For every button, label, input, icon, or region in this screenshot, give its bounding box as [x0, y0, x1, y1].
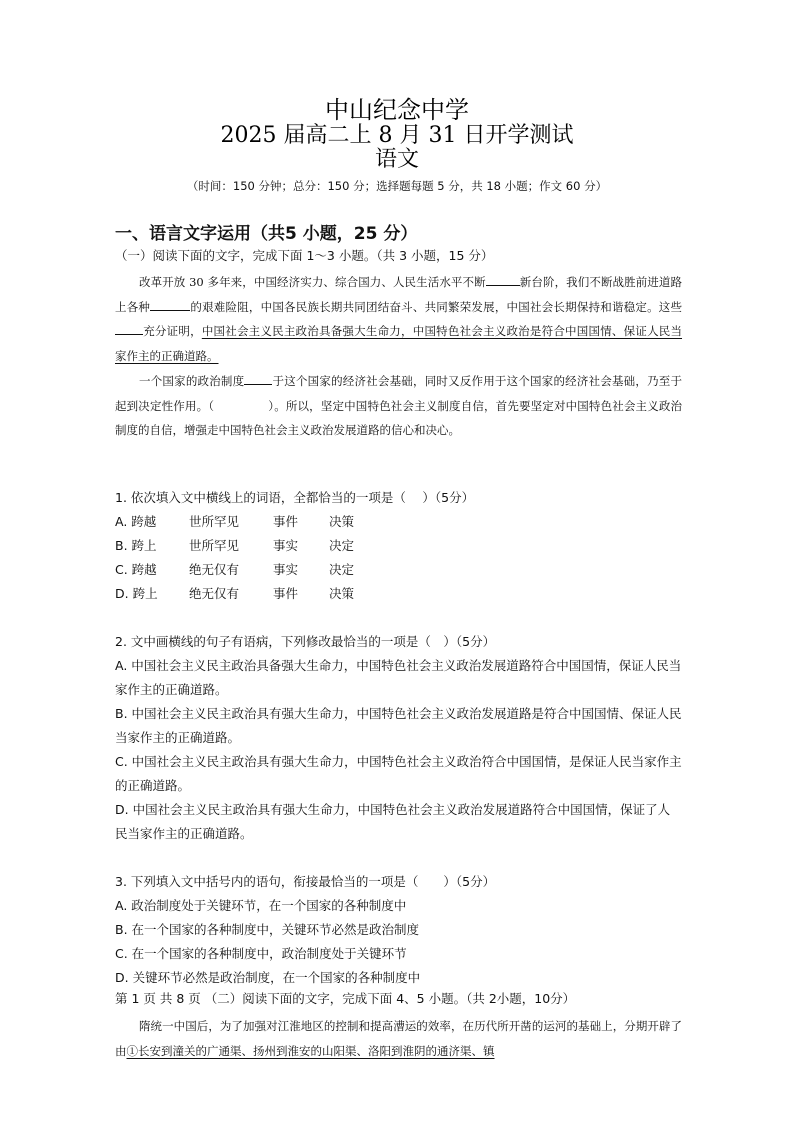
option-word: D. 跨上 — [115, 586, 158, 601]
question-2 — [115, 630, 682, 846]
passage-text: 的艰难险阻，中国各民族长期共同团结奋斗、共同繁荣发展，中国社会长期保持和谐稳定。这些 — [190, 299, 683, 314]
option-c[interactable]: C. 中国社会主义民主政治具有强大生命力，中国特色社会主义政治符合中国国情，是保证人民当家作主的正确道路。 — [115, 754, 682, 793]
option-word: 绝无仅有 — [189, 586, 240, 601]
passage-text: ）。所以，坚定中国特色社会主义制度自信，首先要坚定对中国特色社会主义政治制度的自信，增强走中国特色社会主义政治发展道路的信心和决心。 — [115, 398, 683, 437]
option-word: 决定 — [329, 538, 355, 553]
answer-blank-1[interactable] — [486, 273, 520, 286]
option-d[interactable]: D. 关键环节必然是政治制度，在一个国家的各种制度中 — [115, 970, 421, 985]
option-word: 世所罕见 — [189, 538, 240, 553]
passage-text: 隋统一中国后，为了加强对江淮地区的控制和提高漕运的效率，在历代所开凿的运河的基础上，分期开辟了由 — [115, 1019, 682, 1058]
passage-paragraph-2 — [115, 369, 682, 443]
option-word: 绝无仅有 — [189, 562, 240, 577]
school-title: 中山纪念中学 — [325, 96, 469, 124]
option-a[interactable]: A. 中国社会主义民主政治具备强大生命力，中国特色社会主义政治发展道路符合中国国情，保证人民当家作主的正确道路。 — [115, 658, 682, 697]
question-3 — [115, 870, 682, 990]
passage-text: 新台阶，我们不断战胜前进道路上各种 — [115, 275, 682, 314]
option-word: C. 跨越 — [115, 562, 157, 577]
option-word: 世所罕见 — [189, 514, 240, 529]
option-d[interactable]: D. 中国社会主义民主政治具有强大生命力，中国特色社会主义政治发展道路符合中国国情，保证了人民当家作主的正确道路。 — [115, 802, 671, 841]
underlined-sentence: ①长安到潼关的广通渠、扬州到淮安的山阳渠、洛阳到淮阴的通济渠、镇 — [126, 1043, 495, 1058]
option-word: 事件 — [273, 514, 299, 529]
section-heading: 一、语言文字运用（共5 小题，25 分） — [115, 224, 418, 244]
page-footer: 第 1 页 共 8 页 （二）阅读下面的文字，完成下面 4、5 小题。（共 2小题，10分） — [115, 991, 576, 1006]
passage-2-paragraph — [115, 1014, 682, 1063]
question-stem: 2. 文中画横线的句子有语病，下列修改最恰当的一项是（ ）（5分） — [115, 634, 496, 649]
option-b[interactable]: B. 中国社会主义民主政治具有强大生命力，中国特色社会主义政治发展道路是符合中国国情、保证人民当家作主的正确道路。 — [115, 706, 682, 745]
passage-text: 于这个国家的经济社会基础，同时又反作用于这个国家的经济社会基础，乃至于起到决定性作用。（ — [115, 374, 682, 413]
passage-text: 改革开放 30 多年来，中国经济实力、综合国力、人民生活水平不断 — [139, 275, 486, 289]
question-stem: 1. 依次填入文中横线上的词语，全都恰当的一项是（ ）（5分） — [115, 490, 475, 505]
exam-info: （时间：150 分钟；总分：150 分；选择题每题 5 分，共 18 小题；作文 60 分） — [186, 179, 608, 193]
option-word: 事实 — [273, 562, 299, 577]
option-a[interactable]: A. 政治制度处于关键环节，在一个国家的各种制度中 — [115, 898, 407, 913]
option-word: 决策 — [329, 586, 355, 601]
option-word: A. 跨越 — [115, 514, 157, 529]
subject-title: 语文 — [374, 147, 419, 172]
option-word: 事件 — [273, 586, 299, 601]
option-c[interactable] — [115, 558, 682, 582]
answer-blank-4[interactable] — [244, 372, 272, 385]
option-c[interactable]: C. 在一个国家的各种制度中，政治制度处于关键环节 — [115, 946, 407, 961]
passage-text: 一个国家的政治制度 — [139, 374, 245, 388]
part-intro: （一）阅读下面的文字，完成下面 1～3 小题。（共 3 小题，15 分） — [115, 248, 494, 263]
question-stem: 3. 下列填入文中括号内的语句，衔接最恰当的一项是（ ）（5分） — [115, 874, 496, 889]
option-a[interactable] — [115, 510, 682, 534]
exam-title: 2025 届高二上 8 月 31 日开学测试 — [220, 123, 574, 148]
option-word: B. 跨上 — [115, 538, 157, 553]
answer-blank-2[interactable] — [150, 298, 190, 311]
option-word: 事实 — [273, 538, 299, 553]
option-b[interactable]: B. 在一个国家的各种制度中，关键环节必然是政治制度 — [115, 922, 420, 937]
option-d[interactable] — [115, 582, 682, 606]
question-1 — [115, 486, 682, 606]
option-word: 决定 — [329, 562, 355, 577]
option-b[interactable] — [115, 534, 682, 558]
option-word: 决策 — [329, 514, 355, 529]
answer-blank-3[interactable] — [115, 322, 143, 335]
passage-paragraph-1 — [115, 270, 682, 368]
underlined-sentence: 中国社会主义民主政治具备强大生命力，中国特色社会主义政治是符合中国国情、保证人民当家作主的正确道路。 — [115, 324, 683, 363]
passage-text: 充分证明， — [143, 324, 202, 338]
